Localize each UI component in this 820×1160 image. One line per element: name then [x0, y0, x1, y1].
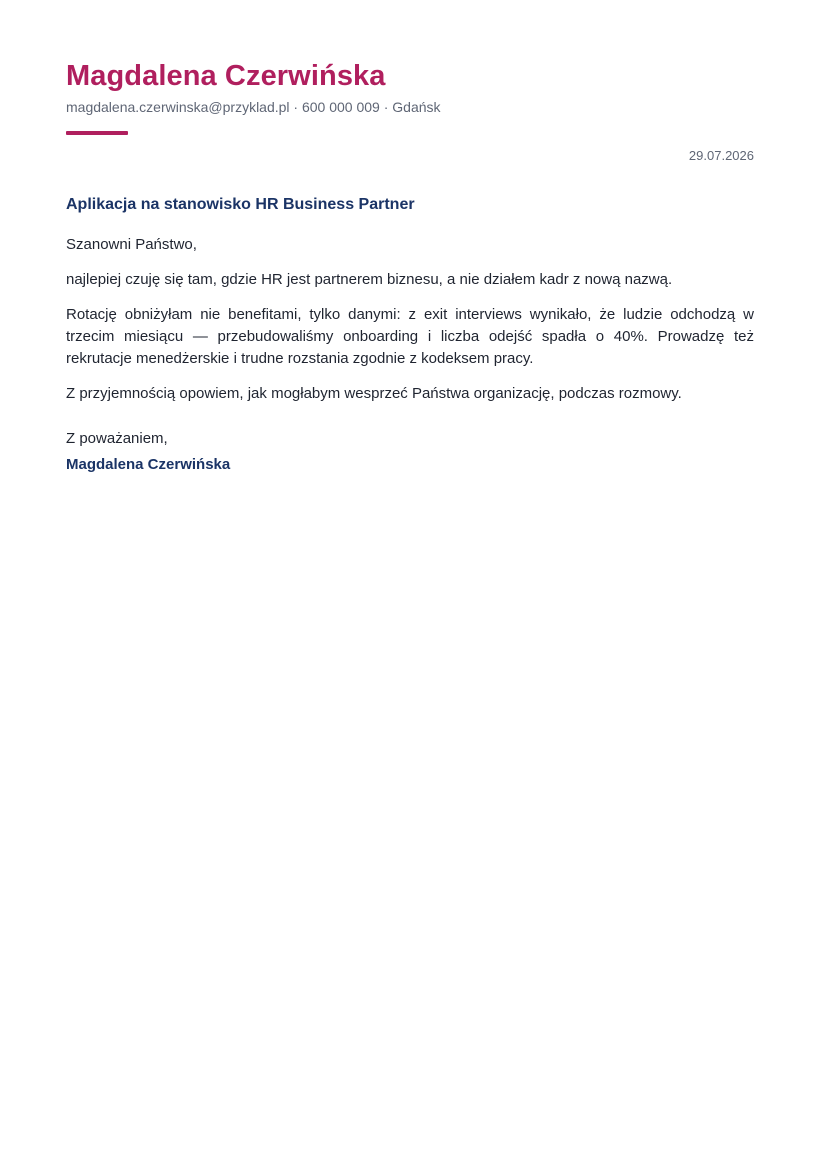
- closing-phrase: Z poważaniem,: [66, 430, 168, 447]
- body-paragraph: najlepiej czuję się tam, gdzie HR jest partnerem biznesu, a nie działem kadr z nową nazwą.: [66, 271, 673, 288]
- letter-body: [66, 234, 754, 418]
- greeting: Szanowni Państwo,: [66, 236, 197, 253]
- contact-line: magdalena.czerwinska@przyklad.pl · 600 000 009 · Gdańsk: [66, 99, 441, 115]
- letter-date: 29.07.2026: [688, 148, 754, 163]
- body-paragraph: Rotację obniżyłam nie benefitami, tylko danymi: z exit interviews wynikało, że ludzie odchodzą w trzecim miesiącu — przebudowaliśmy onboarding i liczba odejść spadła o 40%. Prowadzę też rekrutacje menedżerskie i trudne rozstania zgodnie z kodeksem pracy.: [66, 306, 754, 367]
- body-paragraph: Z przyjemnością opowiem, jak mogłabym wesprzeć Państwa organizację, podczas rozmowy.: [66, 385, 682, 402]
- author-name: Magdalena Czerwińska: [66, 60, 386, 92]
- letter-subject: Aplikacja na stanowisko HR Business Partner: [66, 196, 415, 213]
- signature-name: Magdalena Czerwińska: [66, 456, 231, 473]
- accent-divider: [66, 131, 128, 135]
